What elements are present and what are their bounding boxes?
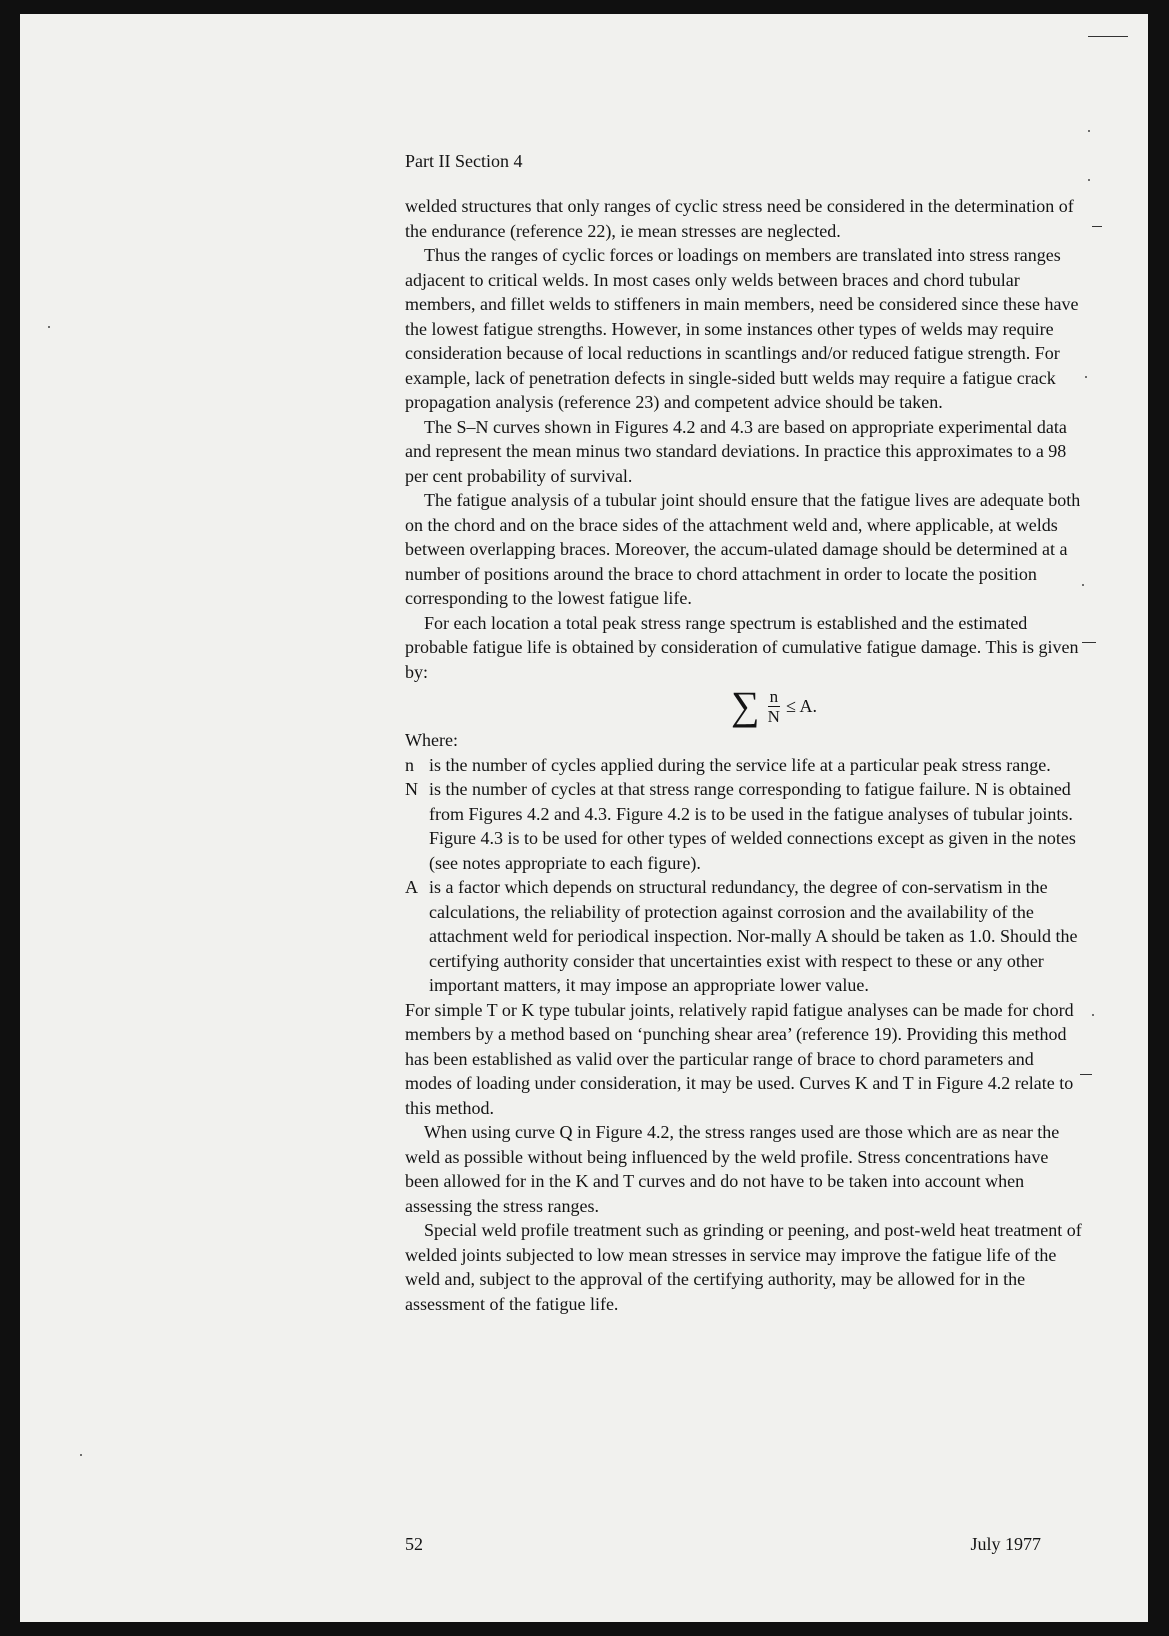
paragraph: For each location a total peak stress range spectrum is established and the estimated probable fatigue life is obtained by consideration of cumulative fatigue damage. This is given by: (405, 612, 1079, 682)
scan-mark (1088, 36, 1128, 37)
where-label: Where: (405, 730, 458, 750)
paragraph: Thus the ranges of cyclic forces or loadings on members are translated into stress ranges adjacent to critical welds. In most cases only welds between braces and chord tubular members, and fillet welds to stiffeners in main members, need be considered since these have the lowest fatigue strengths. However, in some instances other types of welds may require consideration because of local reductions in scantlings and/or reduced fatigue strength. For example, lack of penetration defects in single-sided butt welds may require a fatigue crack propagation analysis (reference 23) and competent advice should be taken. (405, 245, 1079, 412)
definition-symbol: A (405, 877, 418, 897)
scan-dot (1082, 584, 1084, 586)
fraction-denominator: N (767, 706, 780, 726)
scan-dot (1085, 376, 1087, 378)
definition-symbol: N (405, 779, 418, 799)
paragraph: Special weld profile treatment such as grinding or peening, and post-weld heat treatment of welded joints subjected to low mean stresses in service may improve the fatigue life of the weld and, subject to the approval of the certifying authority, may be allowed for in the assessment of the fatigue life. (405, 1220, 1082, 1314)
definition-text: is a factor which depends on structural redundancy, the degree of con-servatism in the calculations, the reliability of protection against corrosion and the availability of the attachment weld for periodical inspection. Nor-mally A should be taken as 1.0. Should the certifying authority consider that uncertainties exist with respect to these or any other important matters, it may impose an appropriate lower value. (429, 877, 1078, 995)
definition-text: is the number of cycles applied during the service life at a particular peak stress range. (429, 754, 1051, 775)
scan-mark (1080, 1074, 1092, 1075)
paragraph: When using curve Q in Figure 4.2, the stress ranges used are those which are as near the weld as possible without being influenced by the weld profile. Stress concentrations have been allowed for in the K and T curves and do not have to be taken into account when assessing the stress ranges. (405, 1122, 1060, 1216)
definition-text: is the number of cycles at that stress range corresponding to fatigue failure. N is obtained from Figures 4.2 and 4.3. Figure 4.2 is to be used in the fatigue analyses of tubular joints. Figure 4.3 is to be used for other types of welded connections except as given in the notes (see notes appropriate to each figure). (429, 779, 1076, 873)
paragraph: For simple T or K type tubular joints, relatively rapid fatigue analyses can be made for chord members by a method based on ‘punching shear area’ (reference 19). Providing this method has been established as valid over the particular range of brace to chord parameters and modes of loading under consideration, it may be used. Curves K and T in Figure 4.2 relate to this method. (405, 999, 1074, 1118)
summation-symbol: ∑ (731, 683, 760, 728)
fatigue-damage-formula (405, 684, 1083, 728)
scan-dot (1092, 1014, 1094, 1016)
page-number: 52 (405, 1534, 423, 1554)
paragraph: The fatigue analysis of a tubular joint should ensure that the fatigue lives are adequate both on the chord and on the brace sides of the attachment weld and, where applicable, at welds between overlapping braces. Moreover, the accum-ulated damage should be determined at a number of positions around the brace to chord attachment in order to locate the position corresponding to the lowest fatigue life. (405, 490, 1081, 608)
body-text (405, 194, 1083, 1316)
scan-mark (1092, 226, 1102, 227)
paragraph: The S–N curves shown in Figures 4.2 and 4.3 are based on appropriate experimental data and represent the mean minus two standard deviations. In practice this approximates to a 98 per cent probability of survival. (405, 416, 1067, 486)
definition-list (405, 753, 1083, 998)
scan-mark (1082, 642, 1096, 643)
scan-dot (48, 326, 50, 328)
fraction-numerator: n (769, 686, 779, 706)
definition-symbol: n (405, 754, 414, 775)
definition-item (405, 753, 1083, 778)
publication-date: July 1977 (970, 1534, 1041, 1554)
definition-item (405, 875, 1083, 998)
paragraph: welded structures that only ranges of cyclic stress need be considered in the determination of the endurance (reference 22), ie mean stresses are neglected. (405, 196, 1074, 241)
document-page (20, 14, 1148, 1622)
scan-dot (1088, 130, 1090, 132)
fraction (768, 687, 781, 726)
formula-rhs: ≤ A. (786, 695, 817, 716)
section-header: Part II Section 4 (405, 151, 523, 171)
scan-dot (1088, 179, 1090, 181)
scan-dot (80, 1454, 82, 1456)
definition-item (405, 777, 1083, 875)
